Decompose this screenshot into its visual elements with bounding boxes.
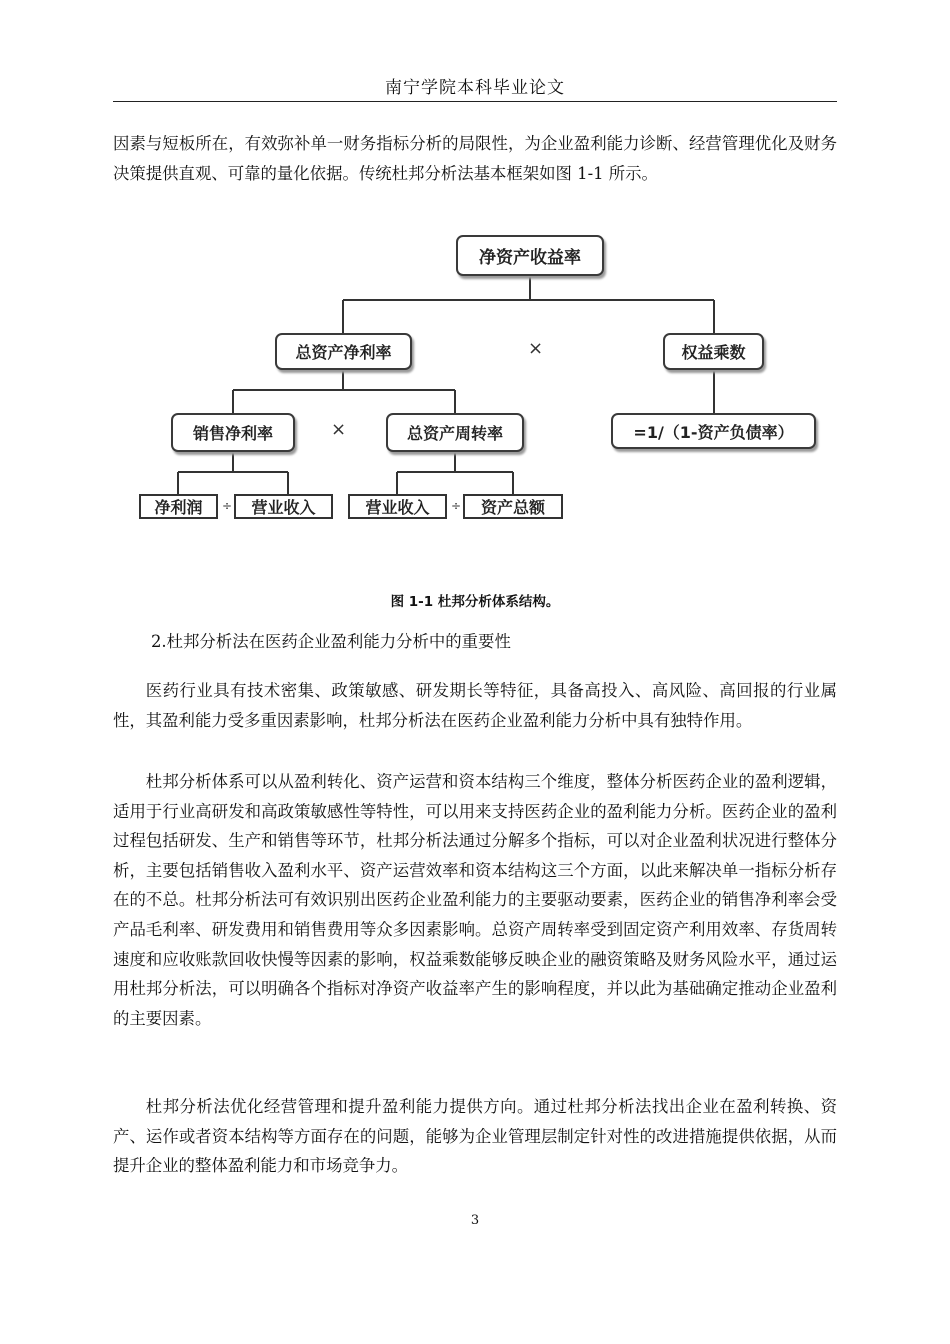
section-heading: 2.杜邦分析法在医药企业盈利能力分析中的重要性 xyxy=(151,632,511,651)
roa-box: 总资产净利率 xyxy=(275,333,412,370)
asset-turnover-box: 总资产周转率 xyxy=(386,413,524,452)
multiply-sign-2: × xyxy=(331,419,347,440)
net-profit-box: 净利润 xyxy=(139,494,218,519)
divide-sign-1: ÷ xyxy=(222,499,233,513)
page-number: 3 xyxy=(470,1213,480,1228)
intro-paragraph: 因素与短板所在，有效弥补单一财务指标分析的局限性，为企业盈利能力诊断、经营管理优化及财务决策提供直观、可靠的量化依据。传统杜邦分析法基本框架如图 1-1 所示。 xyxy=(113,134,837,183)
total-assets-box: 资产总额 xyxy=(463,494,563,519)
divide-sign-2: ÷ xyxy=(451,499,462,513)
multiply-sign-1: × xyxy=(528,338,544,359)
page-header: 南宁学院本科毕业论文 xyxy=(385,78,565,98)
equity-formula-box: =1/（1-资产负债率） xyxy=(611,413,816,449)
body-paragraph-3: 杜邦分析法优化经营管理和提升盈利能力提供方向。通过杜邦分析法找出企业在盈利转换、资产、运作或者资本结构等方面存在的问题，能够为企业管理层制定针对性的改进措施提供依据，从而提升企业的整体盈利能力和市场竞争力。 xyxy=(113,1097,837,1176)
roe-box: 净资产收益率 xyxy=(456,235,604,276)
revenue-box-1: 营业收入 xyxy=(234,494,333,519)
figure-caption: 图 1-1 杜邦分析体系结构。 xyxy=(390,594,560,610)
body-paragraph-1: 医药行业具有技术密集、政策敏感、研发期长等特征，具备高投入、高风险、高回报的行业属性，其盈利能力受多重因素影响，杜邦分析法在医药企业盈利能力分析中具有独特作用。 xyxy=(113,681,837,730)
revenue-box-2: 营业收入 xyxy=(348,494,447,519)
net-margin-box: 销售净利率 xyxy=(171,413,295,452)
equity-multiplier-box: 权益乘数 xyxy=(663,333,764,370)
body-paragraph-2: 杜邦分析体系可以从盈利转化、资产运营和资本结构三个维度，整体分析医药企业的盈利逻辑，适用于行业高研发和高政策敏感性等特性，可以用来支持医药企业的盈利能力分析。医药企业的盈利过程包括研发、生产和销售等环节，杜邦分析法通过分解多个指标，可以对企业盈利状况进行整体分析，主要包括销售收入盈利水平、资产运营效率和资本结构这三个方面，以此来解决单一指标分析存在的不总。杜邦分析法可有效识别出医药企业盈利能力的主要驱动要素，医药企业的销售净利率会受产品毛利率、研发费用和销售费用等众多因素影响。总资产周转率受到固定资产利用效率、存货周转速度和应收账款回收快慢等因素的影响，权益乘数能够反映企业的融资策略及财务风险水平，通过运用杜邦分析法，可以明确各个指标对净资产收益率产生的影响程度，并以此为基础确定推动企业盈利的主要因素。 xyxy=(113,772,837,1028)
